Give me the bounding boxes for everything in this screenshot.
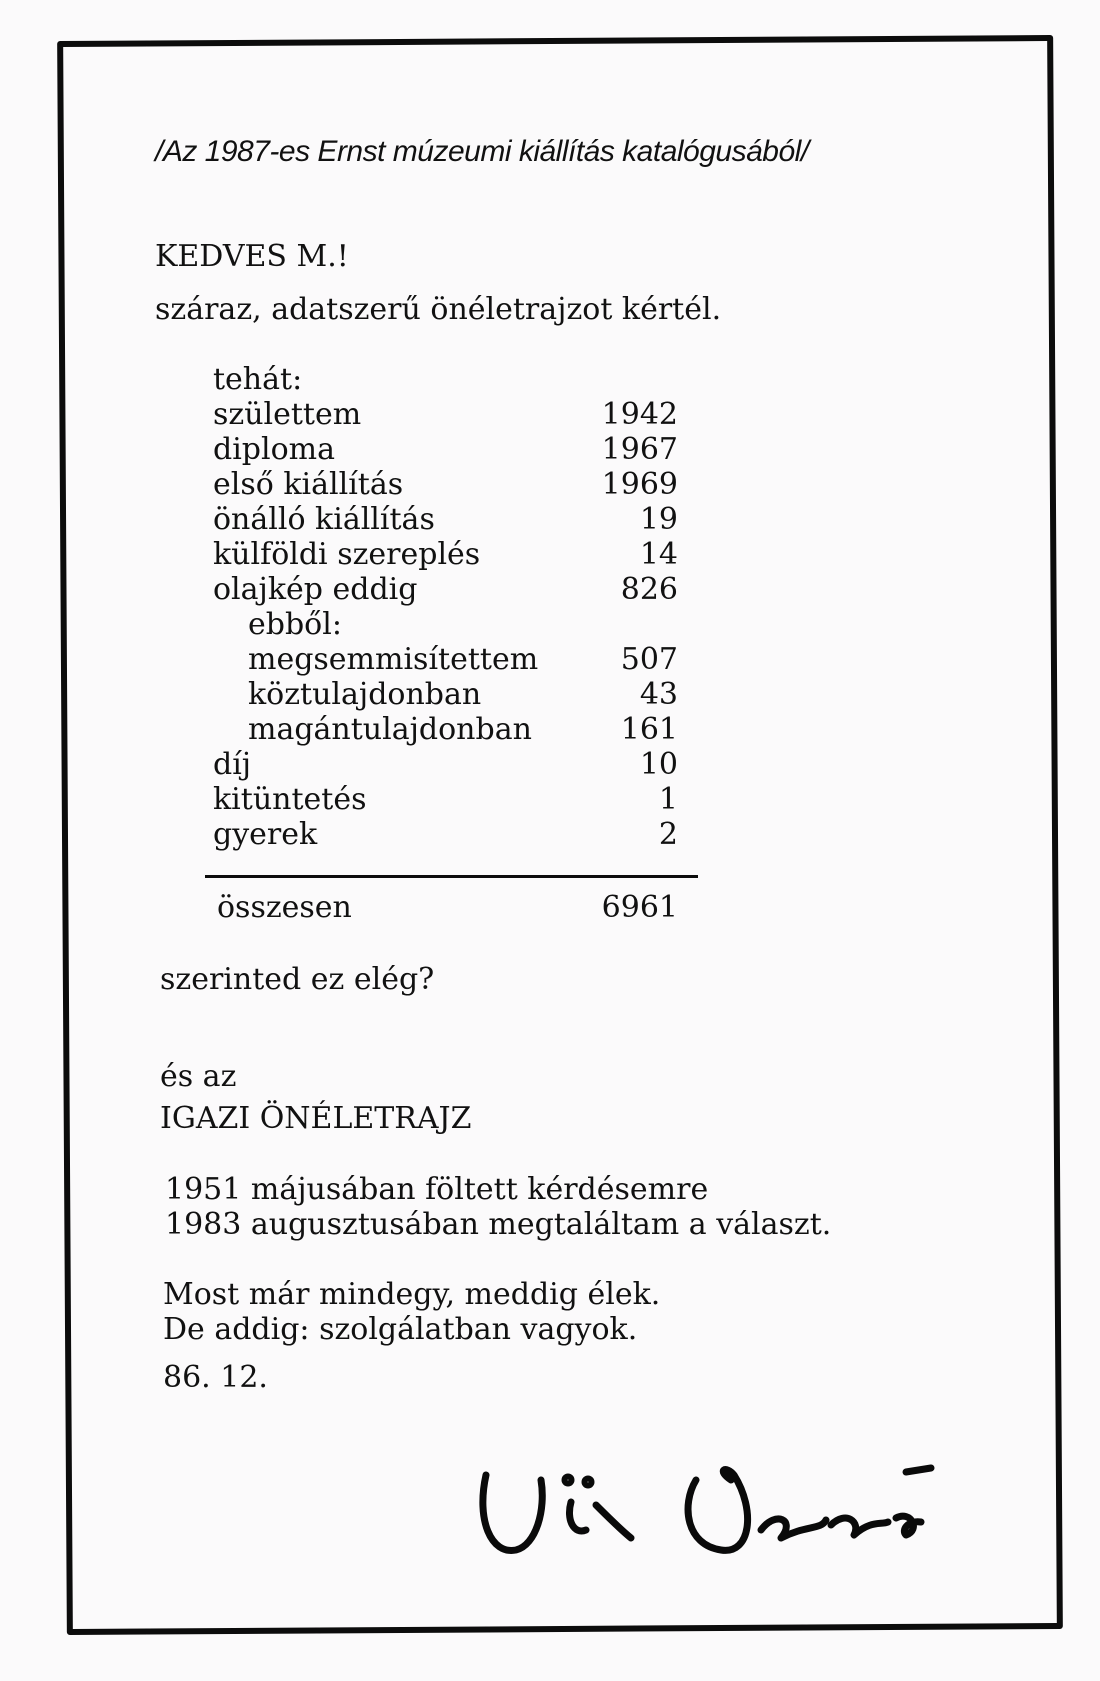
row-value: 10 xyxy=(639,747,678,782)
row-value: 14 xyxy=(639,537,678,572)
row-value: 1969 xyxy=(601,467,678,502)
text-line-2: 1983 augusztusában megtaláltam a választ. xyxy=(165,1207,832,1242)
row-value: 507 xyxy=(620,642,678,677)
row-value: 161 xyxy=(620,712,678,747)
row-value: 43 xyxy=(639,677,678,712)
intro-line: száraz, adatszerű önéletrajzot kértél. xyxy=(155,292,722,327)
row-value: 1942 xyxy=(601,397,678,432)
list-heading: tehát: xyxy=(213,362,303,397)
row-label: ebből: xyxy=(248,607,342,642)
row-label: első kiállítás xyxy=(213,467,404,502)
row-label: megsemmisítettem xyxy=(248,642,539,677)
row-label: olajkép eddig xyxy=(213,572,418,607)
greeting: KEDVES M.! xyxy=(155,239,349,274)
row-label: kitüntetés xyxy=(213,782,367,817)
date-line: 86. 12. xyxy=(163,1360,268,1395)
row-label: gyerek xyxy=(213,817,318,852)
total-value: 6961 xyxy=(601,890,678,925)
and-the-line: és az xyxy=(160,1059,237,1094)
row-label: magántulajdonban xyxy=(248,712,532,747)
row-label: önálló kiállítás xyxy=(213,502,435,537)
catalog-caption: /Az 1987-es Ernst múzeumi kiállítás katalógusából/ xyxy=(155,135,809,168)
row-value: 1 xyxy=(658,782,678,817)
text-line-1: 1951 májusában föltett kérdésemre xyxy=(165,1172,709,1207)
row-label: külföldi szereplés xyxy=(213,537,481,572)
row-value: 826 xyxy=(620,572,678,607)
row-value: 2 xyxy=(658,817,678,852)
row-label: köztulajdonban xyxy=(248,677,482,712)
text-line-3: Most már mindegy, meddig élek. xyxy=(163,1277,661,1312)
sum-rule xyxy=(205,875,698,878)
row-label: díj xyxy=(213,747,252,782)
question-line: szerinted ez elég? xyxy=(160,962,435,997)
total-label: összesen xyxy=(217,890,352,925)
true-cv-heading: IGAZI ÖNÉLETRAJZ xyxy=(160,1101,472,1136)
row-value: 19 xyxy=(639,502,678,537)
row-label: születtem xyxy=(213,397,362,432)
row-value: 1967 xyxy=(601,432,678,467)
signature-image xyxy=(476,1450,956,1570)
text-line-4: De addig: szolgálatban vagyok. xyxy=(163,1312,638,1347)
row-label: diploma xyxy=(213,432,335,467)
